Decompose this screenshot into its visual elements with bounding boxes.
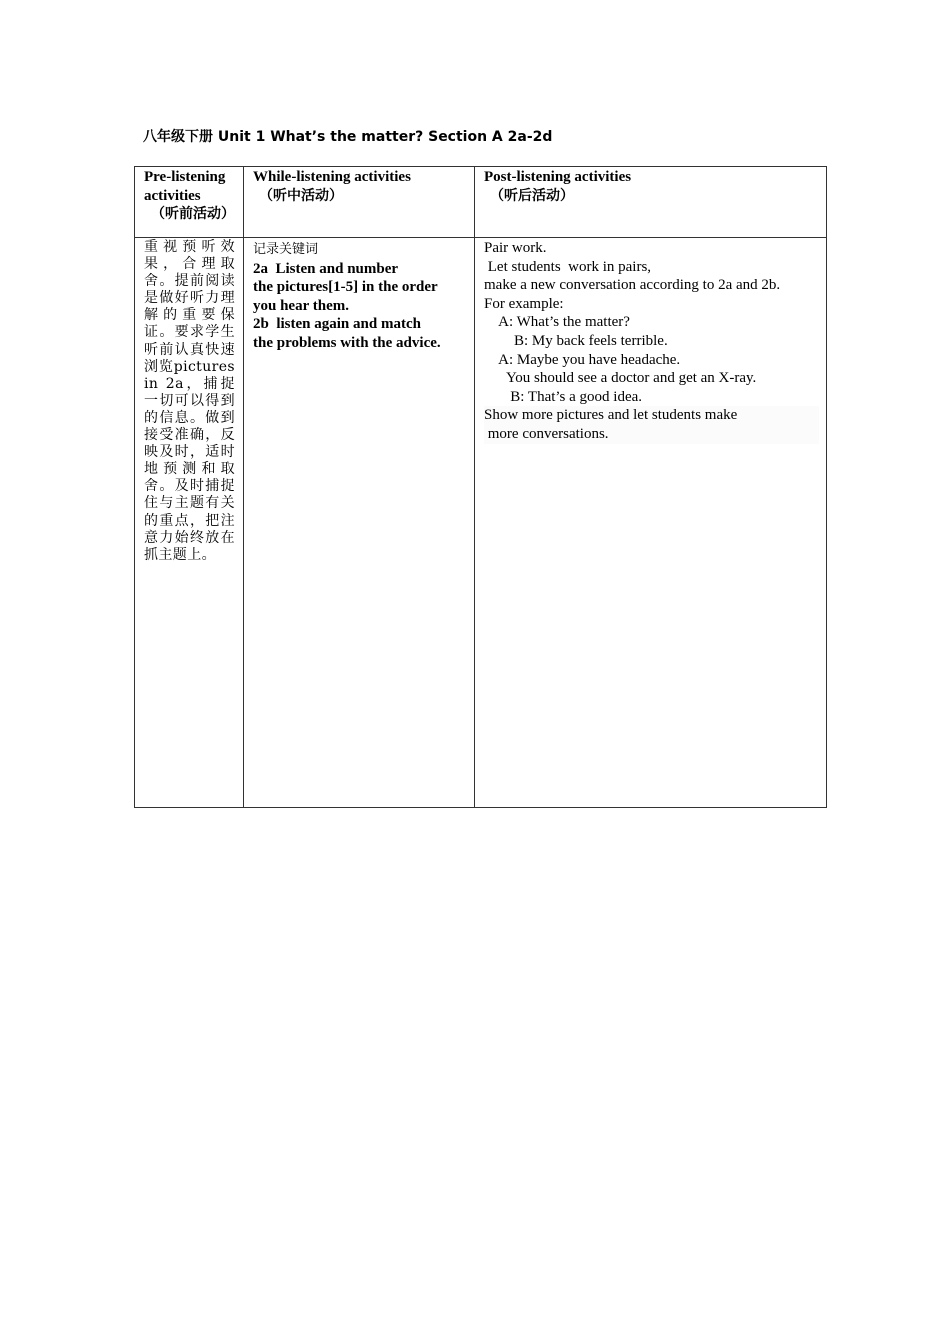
post-line: B: My back feels terrible. xyxy=(484,332,668,349)
post-line: make a new conversation according to 2a and 2b. xyxy=(484,277,781,294)
while-line: 2a Listen and number xyxy=(253,260,399,277)
pre-listening-text: 重视预听效果，合理取舍。提前阅读是做好听力理解的重要保证。要求学生听前认真快速浏览pictures in 2a，捕捉一切可以得到的信息。做到接受准确，反映及时，适时地预测和取舍。及时捕捉住与主题有关的重点，把注意力始终放在抓主题上。 xyxy=(144,239,235,563)
post-line: A: What’s the matter? xyxy=(484,314,630,331)
extension-activity xyxy=(484,406,819,443)
document-title: 八年级下册 Unit 1 What’s the matter? Section A 2a-2d xyxy=(143,129,553,145)
header-pre-en-1: Pre-listening xyxy=(144,169,226,185)
post-line: A: Maybe you have headache. xyxy=(484,351,681,368)
post-extra-line: more conversations. xyxy=(484,425,609,442)
pre-listening-cell xyxy=(135,238,244,808)
post-extra-line: Show more pictures and let students make xyxy=(484,407,738,424)
post-line: You should see a doctor and get an X-ray. xyxy=(484,370,757,387)
content-row xyxy=(135,238,827,808)
header-post-en: Post-listening activities xyxy=(484,169,632,185)
header-post-cn: （听后活动） xyxy=(490,187,574,204)
header-pre-en-2: activities xyxy=(144,187,201,204)
header-post-listening xyxy=(475,167,827,238)
header-pre-cn: （听前活动） xyxy=(151,206,235,223)
header-while-listening xyxy=(244,167,475,238)
while-line: the pictures[1-5] in the order xyxy=(253,279,438,296)
keyword-label: 记录关键词 xyxy=(253,242,319,257)
post-line: Pair work. xyxy=(484,240,547,256)
header-row xyxy=(135,167,827,238)
while-listening-cell xyxy=(244,238,475,808)
post-line: Let students work in pairs, xyxy=(484,258,652,275)
header-while-en: While-listening activities xyxy=(253,169,411,185)
while-line: 2b listen again and match xyxy=(253,316,421,333)
post-line: B: That’s a good idea. xyxy=(484,388,643,405)
header-while-cn: （听中活动） xyxy=(259,187,343,204)
while-line: you hear them. xyxy=(253,297,349,314)
lesson-plan-table xyxy=(134,166,827,808)
while-line: the problems with the advice. xyxy=(253,334,441,351)
header-pre-listening xyxy=(135,167,244,238)
post-listening-cell xyxy=(475,238,827,808)
post-line: For example: xyxy=(484,295,564,312)
